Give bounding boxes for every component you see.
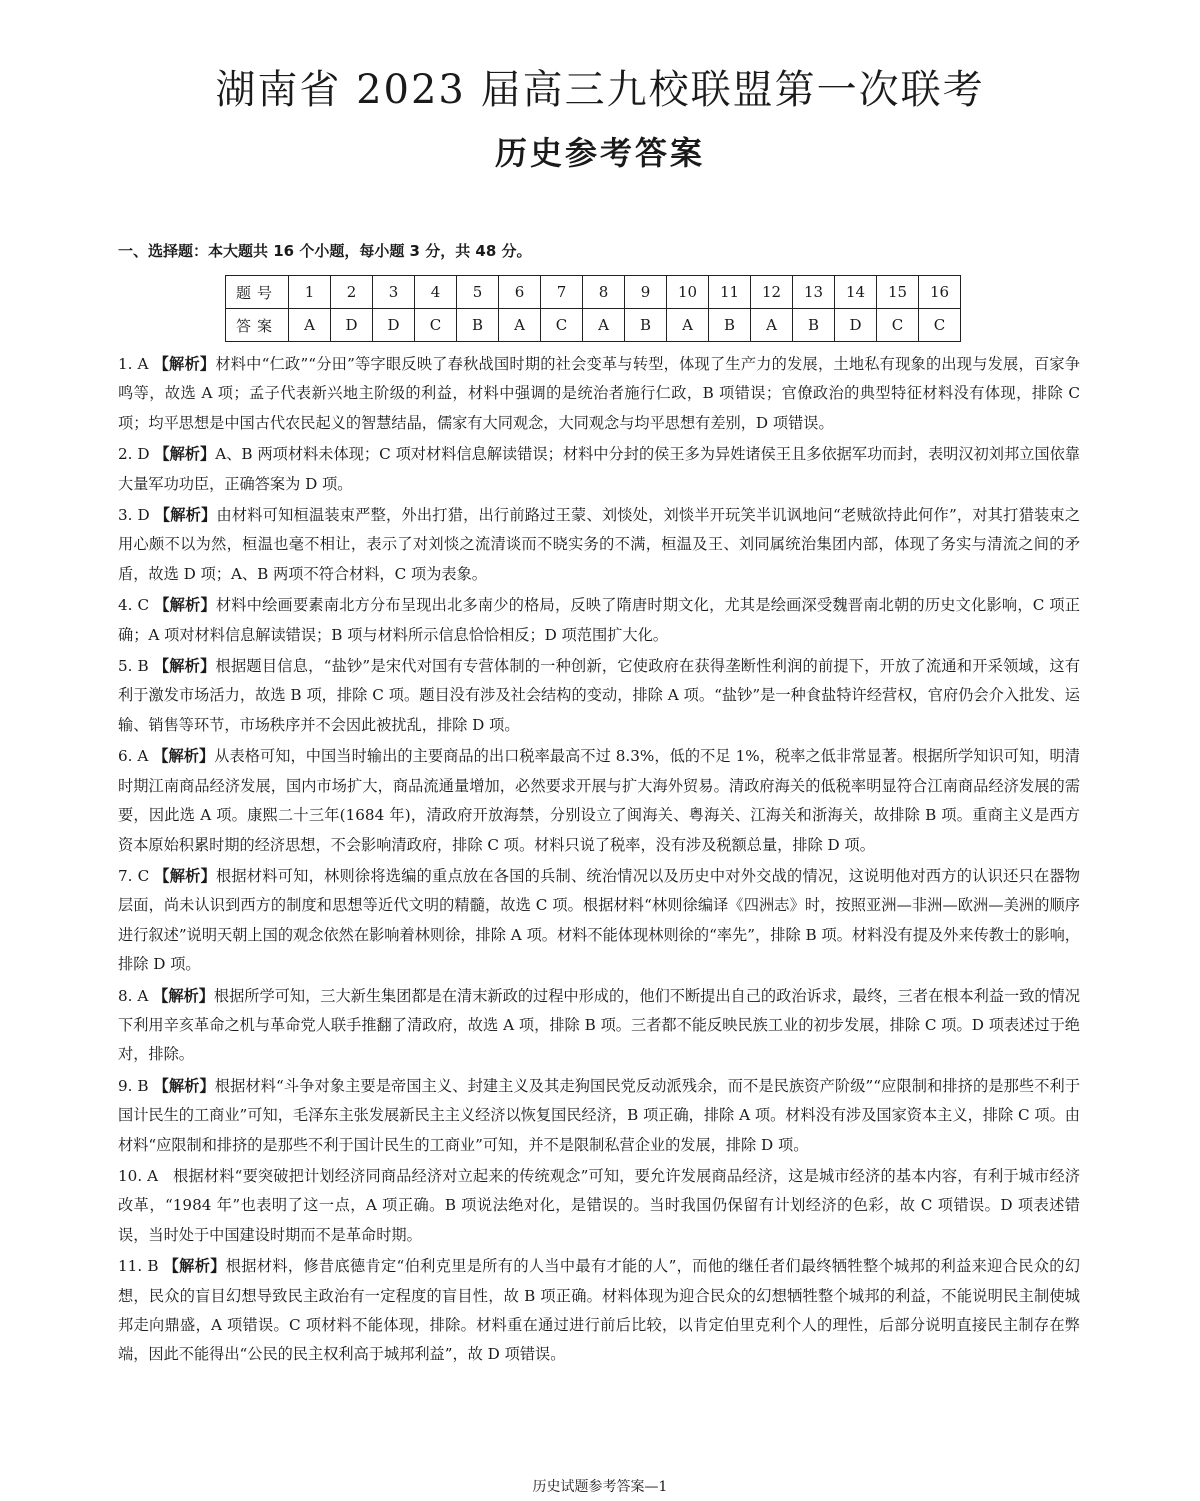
analysis-tag: 【解析】 (153, 657, 216, 676)
exam-title: 湖南省 2023 届高三九校联盟第一次联考 (215, 67, 985, 113)
analysis-tag: 【解析】 (153, 986, 214, 1005)
explanation-item (118, 862, 1080, 980)
item-number: 2. D (118, 445, 150, 464)
answer-label: 答案 (226, 309, 289, 342)
question-number-cell: 5 (457, 276, 499, 309)
answer-cell: C (877, 309, 919, 342)
item-text: 材料中“仁政”“分田”等字眼反映了春秋战国时期的社会变革与转型，体现了生产力的发展，土地私有现象的出现与发展，百家争鸣等，故选 A 项；孟子代表新兴地主阶级的利益，材料中强调的是统治者施行仁政，B 项错误；官僚政治的典型特征材料没有体现，排除 C 项；均平思想是中国古代农民起义的智慧结晶，儒家有大同观念，大同观念与均平思想有差别，D 项错误。 (118, 355, 1081, 432)
subject-subtitle: 历史参考答案 (494, 134, 705, 172)
analysis-tag: 【解析】 (154, 506, 217, 525)
answer-cell: B (709, 309, 751, 342)
explanation-item (118, 501, 1080, 589)
explanation-item (118, 1162, 1080, 1250)
explanation-item (118, 591, 1080, 650)
item-number: 9. B (118, 1076, 149, 1095)
item-text: 材料中绘画要素南北方分布呈现出北多南少的格局，反映了隋唐时期文化，尤其是绘画深受魏晋南北朝的历史文化影响，C 项正确；A 项对材料信息解读错误；B 项与材料所示信息恰恰相反；D 项范围扩大化。 (118, 596, 1081, 644)
item-text: 根据材料“要突破把计划经济同商品经济对立起来的传统观念”可知，要允许发展商品经济，这是城市经济的基本内容，有利于城市经济改革，“1984 年”也表明了这一点，A 项正确。B 项说法绝对化，是错误的。当时我国仍保留有计划经济的色彩，故 C 项错误。D 项表述错误，当时处于中国建设时期而不是革命时期。 (118, 1166, 1081, 1244)
analysis-tag: 【解析】 (153, 1076, 215, 1095)
item-number: 6. A (118, 747, 149, 766)
item-text: 根据材料，修昔底德肯定“伯利克里是所有的人当中最有才能的人”，而他的继任者们最终牺牲整个城邦的利益来迎合民众的幻想，民众的盲目幻想导致民主政治有一定程度的盲目性，故 B 项正确。材料体现为迎合民众的幻想牺牲整个城邦的利益，不能说明民主制使城邦走向鼎盛，A 项错误。C 项材料不能体现，排除。材料重在通过进行前后比较，以肯定伯里克利个人的理性，后部分说明直接民主制存在弊端，因此不能得出“公民的民主权利高于城邦利益”，故 D 项错误。 (118, 1257, 1081, 1364)
question-number-cell: 3 (373, 276, 415, 309)
page-footer: 历史试题参考答案—1 (532, 1479, 668, 1495)
explanations-list (118, 350, 1080, 1372)
question-number-cell: 9 (625, 276, 667, 309)
item-number: 8. A (118, 986, 149, 1005)
question-number-label: 题号 (226, 276, 289, 309)
item-number: 11. B (118, 1257, 159, 1276)
question-number-cell: 10 (667, 276, 709, 309)
question-number-cell: 2 (331, 276, 373, 309)
explanation-item (118, 742, 1080, 860)
explanation-item (118, 652, 1080, 740)
explanation-item (118, 350, 1080, 438)
answer-cell: B (457, 309, 499, 342)
item-number: 10. A (118, 1166, 159, 1185)
explanation-item (118, 982, 1080, 1070)
answer-row (226, 309, 961, 342)
item-text: 由材料可知桓温装束严整，外出打猎，出行前路过王蒙、刘惔处，刘惔半开玩笑半讥讽地问“老贼欲持此何作”，对其打猎装束之用心颇不以为然，桓温也毫不相让，表示了对刘惔之流清谈而不晓实务的不满，桓温及王、刘同属统治集团内部，体现了务实与清流之间的矛盾，故选 D 项；A、B 两项不符合材料，C 项为表象。 (118, 506, 1081, 583)
answer-cell: C (541, 309, 583, 342)
answer-table (225, 275, 961, 342)
item-text: 根据材料可知，林则徐将选编的重点放在各国的兵制、统治情况以及历史中对外交战的情况，这说明他对西方的认识还只在器物层面，尚未认识到西方的制度和思想等近代文明的精髓，故选 C 项。根据材料“林则徐编译《四洲志》时，按照亚洲—非洲—欧洲—美洲的顺序进行叙述”说明天朝上国的观念依然在影响着林则徐，排除 A 项。材料不能体现林则徐的“率先”，排除 B 项。材料没有提及外来传教士的影响，排除 D 项。 (118, 866, 1080, 974)
explanation-item (118, 1252, 1080, 1370)
explanation-item (118, 440, 1080, 499)
question-number-cell: 13 (793, 276, 835, 309)
item-number: 4. C (118, 596, 150, 615)
analysis-tag: 【解析】 (163, 1257, 226, 1276)
question-number-row (226, 276, 961, 309)
answer-cell: A (289, 309, 331, 342)
item-text: 根据题目信息，“盐钞”是宋代对国有专营体制的一种创新，它使政府在获得垄断性利润的前提下，开放了流通和开采领域，这有利于激发市场活力，故选 B 项，排除 C 项。题目没有涉及社会结构的变动，排除 A 项。“盐钞”是一种食盐特许经营权，官府仍会介入批发、运输、销售等环节，市场秩序并不会因此被扰乱，排除 D 项。 (118, 657, 1081, 734)
question-number-cell: 4 (415, 276, 457, 309)
question-number-cell: 7 (541, 276, 583, 309)
question-number-cell: 8 (583, 276, 625, 309)
section-heading: 一、选择题：本大题共 16 个小题，每小题 3 分，共 48 分。 (118, 242, 532, 260)
analysis-tag: 【解析】 (153, 355, 216, 373)
analysis-tag: 【解析】 (154, 866, 216, 885)
explanation-item (118, 1072, 1080, 1160)
question-number-cell: 16 (919, 276, 961, 309)
answer-cell: D (835, 309, 877, 342)
answer-cell: A (499, 309, 541, 342)
answer-cell: C (919, 309, 961, 342)
item-text: A、B 两项材料未体现；C 项对材料信息解读错误；材料中分封的侯王多为异姓诸侯王且多依据军功而封，表明汉初刘邦立国依靠大量军功功臣，正确答案为 D 项。 (118, 445, 1081, 493)
answer-cell: A (667, 309, 709, 342)
question-number-cell: 6 (499, 276, 541, 309)
answer-cell: B (793, 309, 835, 342)
answer-cell: C (415, 309, 457, 342)
answer-cell: A (583, 309, 625, 342)
analysis-tag: 【解析】 (153, 747, 215, 766)
question-number-cell: 14 (835, 276, 877, 309)
item-number: 3. D (118, 506, 150, 525)
analysis-tag: 【解析】 (154, 596, 216, 615)
question-number-cell: 1 (289, 276, 331, 309)
item-number: 7. C (118, 866, 150, 885)
item-text: 根据材料“斗争对象主要是帝国主义、封建主义及其走狗国民党反动派残余，而不是民族资产阶级”“应限制和排挤的是那些不利于国计民生的工商业”可知，毛泽东主张发展新民主主义经济以恢复国民经济，B 项正确，排除 A 项。材料没有涉及国家资本主义，排除 C 项。由材料“应限制和排挤的是那些不利于国计民生的工商业”可知，并不是限制私营企业的发展，排除 D 项。 (118, 1076, 1081, 1154)
answer-cell: A (751, 309, 793, 342)
item-number: 5. B (118, 657, 149, 676)
question-number-cell: 15 (877, 276, 919, 309)
question-number-cell: 12 (751, 276, 793, 309)
answer-cell: D (373, 309, 415, 342)
analysis-tag: 【解析】 (154, 445, 216, 464)
item-number: 1. A (118, 355, 149, 373)
item-text: 根据所学可知，三大新生集团都是在清末新政的过程中形成的，他们不断提出自己的政治诉求，最终，三者在根本利益一致的情况下利用辛亥革命之机与革命党人联手推翻了清政府，故选 A 项，排除 B 项。三者都不能反映民族工业的初步发展，排除 C 项。D 项表述过于绝对，排除。 (118, 986, 1081, 1064)
answer-cell: B (625, 309, 667, 342)
question-number-cell: 11 (709, 276, 751, 309)
answer-cell: D (331, 309, 373, 342)
item-text: 从表格可知，中国当时输出的主要商品的出口税率最高不过 8.3%，低的不足 1%，税率之低非常显著。根据所学知识可知，明清时期江南商品经济发展，国内市场扩大，商品流通量增加，必然要求开展与扩大海外贸易。清政府海关的低税率明显符合江南商品经济发展的需要，因此选 A 项。康熙二十三年(1684 年)，清政府开放海禁，分别设立了闽海关、粤海关、江海关和浙海关，故排除 B 项。重商主义是西方资本原始积累时期的经济思想，不会影响清政府，排除 C 项。材料只说了税率，没有涉及税额总量，排除 D 项。 (118, 747, 1080, 854)
